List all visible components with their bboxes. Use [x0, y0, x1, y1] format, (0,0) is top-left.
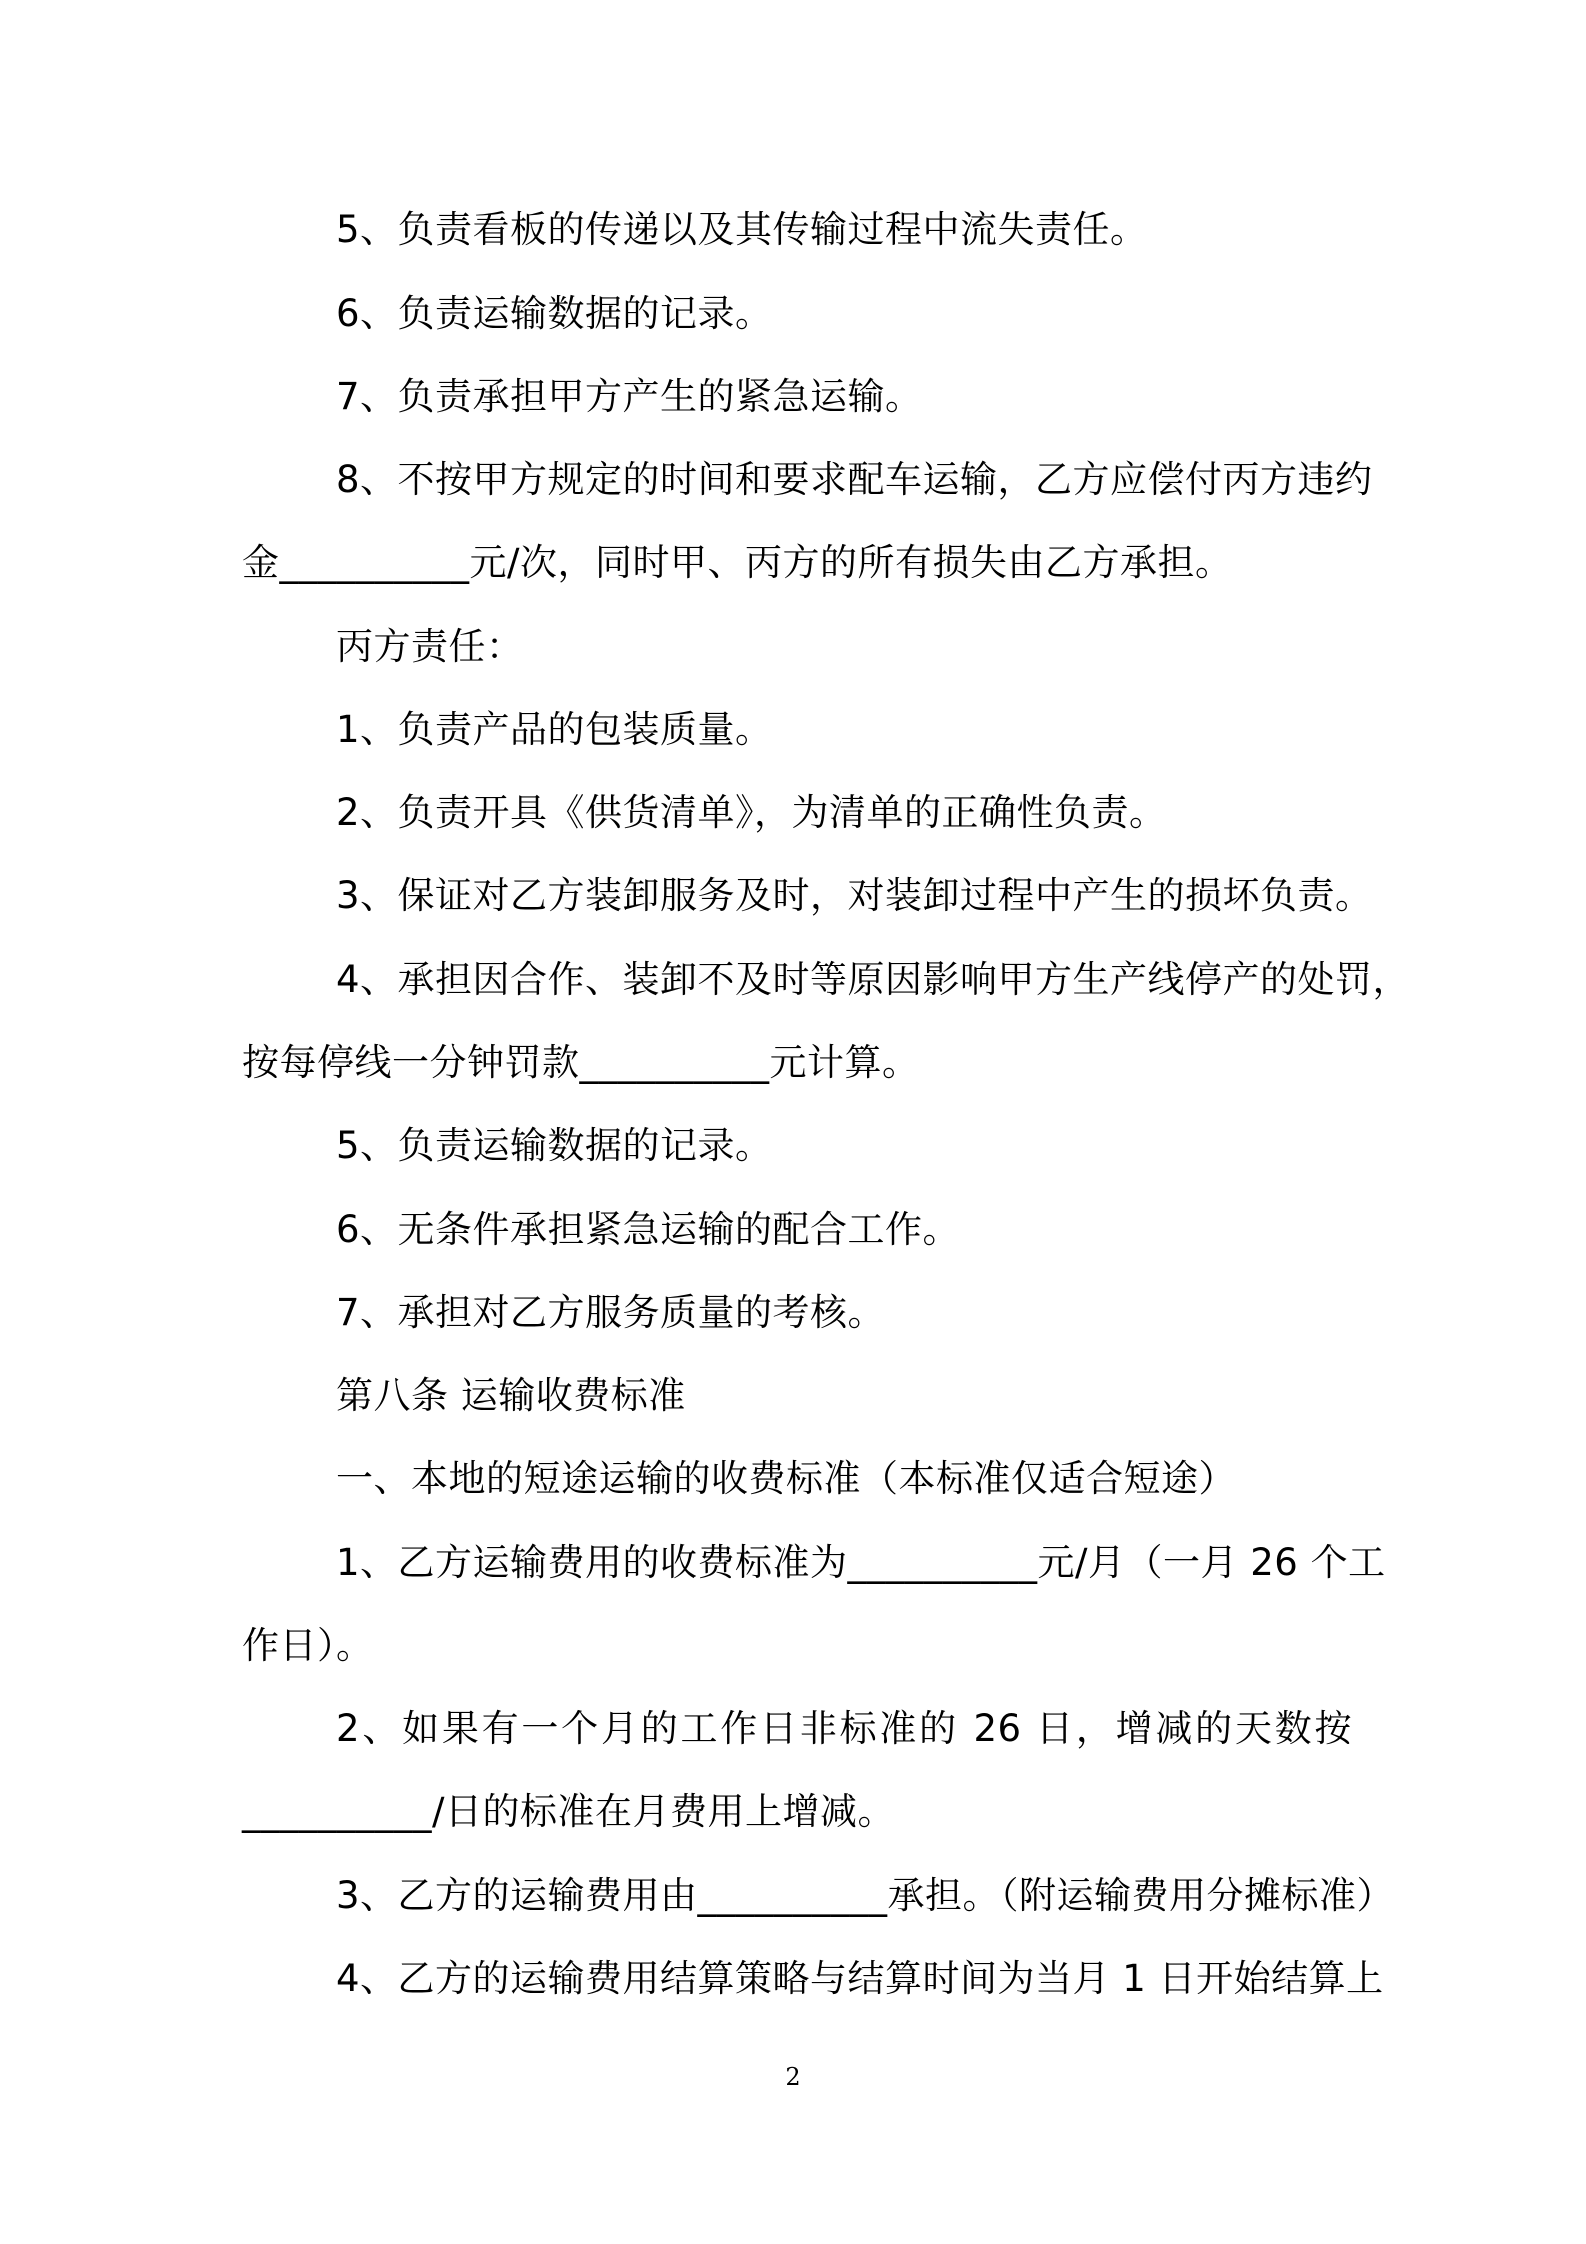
paragraph-line: 6、负责运输数据的记录。 [336, 292, 773, 335]
paragraph-line: __________/日的标准在月费用上增减。 [242, 1790, 895, 1833]
paragraph-line: 6、无条件承担紧急运输的配合工作。 [336, 1208, 961, 1251]
paragraph-line: 3、乙方的运输费用由__________承担。（附运输费用分摊标准） [336, 1874, 1395, 1917]
paragraph-line: 金__________元/次，同时甲、丙方的所有损失由乙方承担。 [242, 541, 1233, 584]
section-heading: 丙方责任： [336, 625, 524, 668]
paragraph-line: 8、不按甲方规定的时间和要求配车运输，乙方应偿付丙方违约 [336, 458, 1373, 501]
paragraph-line: 1、乙方运输费用的收费标准为__________元/月（一月 26 个工 [336, 1541, 1386, 1584]
paragraph-line: 5、负责运输数据的记录。 [336, 1124, 773, 1167]
paragraph-line: 7、承担对乙方服务质量的考核。 [336, 1291, 886, 1334]
page-number: 2 [785, 2063, 801, 2091]
article-heading: 第八条 运输收费标准 [336, 1374, 686, 1417]
paragraph-line: 4、乙方的运输费用结算策略与结算时间为当月 1 日开始结算上 [336, 1957, 1384, 2000]
paragraph-line: 2、如果有一个月的工作日非标准的 26 日，增减的天数按 [336, 1707, 1352, 1750]
paragraph-line: 按每停线一分钟罚款__________元计算。 [242, 1041, 920, 1084]
subsection-heading: 一、本地的短途运输的收费标准（本标准仅适合短途） [336, 1457, 1236, 1500]
paragraph-line: 1、负责产品的包装质量。 [336, 708, 773, 751]
paragraph-line: 2、负责开具《供货清单》，为清单的正确性负责。 [336, 791, 1167, 834]
paragraph-line: 作日）。 [242, 1624, 374, 1667]
paragraph-line: 3、保证对乙方装卸服务及时，对装卸过程中产生的损坏负责。 [336, 874, 1373, 917]
paragraph-line: 4、承担因合作、装卸不及时等原因影响甲方生产线停产的处罚， [336, 958, 1411, 1001]
paragraph-line: 7、负责承担甲方产生的紧急运输。 [336, 375, 923, 418]
paragraph-line: 5、负责看板的传递以及其传输过程中流失责任。 [336, 208, 1148, 251]
